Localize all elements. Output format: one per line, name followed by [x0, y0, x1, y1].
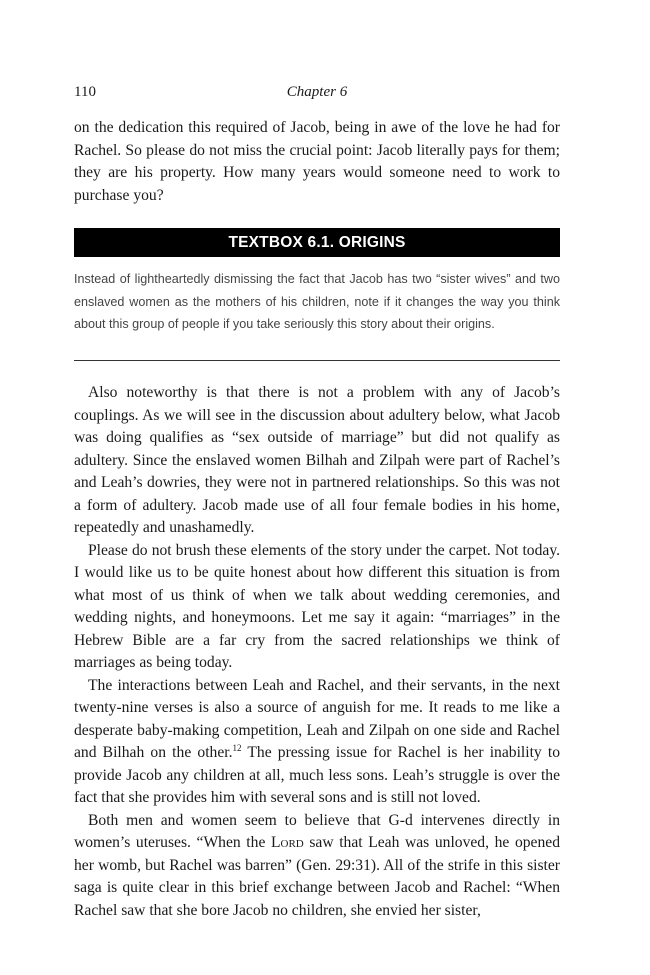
main-text — [74, 382, 560, 922]
running-head: Chapter 6 — [286, 84, 348, 100]
paragraph: on the dedication this required of Jacob, being in awe of the love he had for Rachel. So please do not miss the crucial point: Jacob literally pays for them; they are his property. How many years would someone need to work to purchase you? — [74, 119, 560, 204]
paragraph-text: The interactions between Leah and Rachel, and their servants, in the next twenty-nine verses is also a source of anguish for me. It reads to me like a desperate baby-making competition, Leah and Zilpah on one side and Rachel and Bilhah on the other. — [74, 676, 560, 761]
textbox-title: TEXTBOX 6.1. ORIGINS — [74, 228, 560, 257]
footnote-marker[interactable]: 12 — [232, 742, 242, 753]
paragraph — [74, 810, 560, 923]
textbox-divider — [74, 360, 560, 361]
page-number: 110 — [74, 84, 96, 100]
paragraph-text: The pressing issue for Rachel is her inability to provide Jacob any children at all, much less sons. Leah’s struggle is over the fact that she provides him with several sons and is still not loved. — [74, 744, 560, 806]
divine-name: Lord — [270, 834, 304, 851]
paragraph: Please do not brush these elements of the story under the carpet. Not today. I would like us to be quite honest about how different this situation is from what most of us think of when we talk about wedding ceremonies, and wedding nights, and honeymoons. Let me say it again: “marriages” in the Hebrew Bible are a far cry from the sacred relationships we think of marriages as being today. — [74, 541, 560, 671]
paragraph-text: Both men and women seem to believe that G-d intervenes directly in women’s uteruses. “When the — [74, 811, 560, 851]
page-header — [74, 84, 560, 104]
textbox-body: Instead of lightheartedly dismissing the fact that Jacob has two “sister wives” and two enslaved women as the mothers of his children, note if it changes the way you think about this group of people if you take seriously this story about their origins. — [74, 272, 560, 331]
paragraph-text: saw that Leah was unloved, he opened her womb, but Rachel was barren” (Gen. 29:31). All of the strife in this sister saga is quite clear in this brief exchange between Jacob and Rachel: “When Rachel saw that she bore Jacob no children, she envied her sister, — [74, 834, 560, 919]
paragraph: Also noteworthy is that there is not a problem with any of Jacob’s couplings. As we will see in the discussion about adultery below, what Jacob was doing qualifies as “sex outside of marriage” but did not qualify as adultery. Since the enslaved women Bilhah and Zilpah were part of Rachel’s and Leah’s dowries, they were not in partnered relationships. So this was not a form of adultery. Jacob made use of all four female bodies in his home, repeatedly and unashamedly. — [74, 384, 560, 536]
opening-paragraph — [74, 117, 560, 207]
paragraph — [74, 675, 560, 810]
